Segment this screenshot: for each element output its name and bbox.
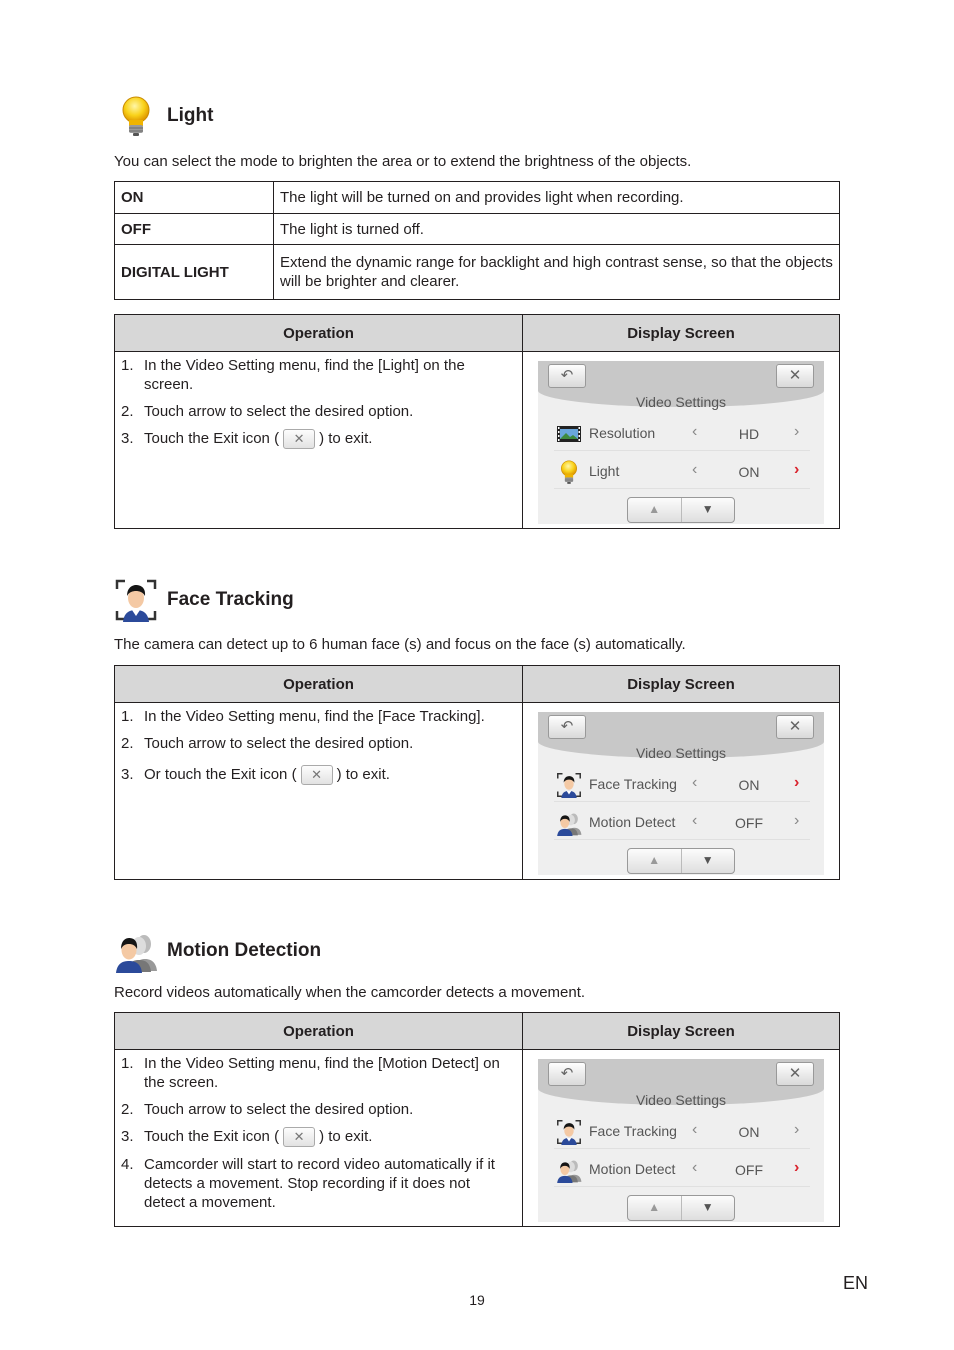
left-arrow-icon[interactable]: ‹ [692,774,698,791]
page-nav [627,497,735,523]
motion-detect-icon [556,810,582,836]
right-arrow-icon[interactable]: › [794,423,800,440]
right-arrow-icon[interactable]: › [794,774,800,791]
left-arrow-icon[interactable]: ‹ [692,423,698,440]
up-arrow-icon[interactable]: ▲ [648,1200,661,1214]
step-item: 3. Touch the Exit icon ( ✕ ) to exit. [121,1127,508,1147]
down-arrow-icon[interactable]: ▼ [681,1196,735,1220]
left-arrow-icon[interactable]: ‹ [692,812,698,829]
display-screen [538,1059,824,1222]
option-key: OFF [115,214,274,245]
right-arrow-icon[interactable]: › [794,1159,800,1176]
setting-row-face-tracking[interactable]: Face Tracking ‹ ON › [554,1113,810,1149]
step-item: 2. Touch arrow to select the desired option. [121,735,414,752]
face-tracking-icon [556,1119,582,1145]
section-intro: Record videos automatically when the camcorder detects a movement. [114,984,586,1001]
right-arrow-icon[interactable]: › [794,461,800,478]
exit-icon: ✕ [301,765,333,785]
section-title: Motion Detection [167,940,322,961]
left-arrow-icon[interactable]: ‹ [692,461,698,478]
left-arrow-icon[interactable]: ‹ [692,1159,698,1176]
motion-detect-icon [556,1157,582,1183]
right-arrow-icon[interactable]: › [794,1121,800,1138]
face-tracking-icon [556,772,582,798]
setting-row-motion-detect[interactable]: Motion Detect ‹ OFF › [554,1151,810,1187]
section-title: Light [167,105,214,126]
page-nav [627,1195,735,1221]
page-nav [627,848,735,874]
operation-header: Operation [115,315,523,352]
screen-title: Video Settings [635,1092,727,1108]
section-intro: You can select the mode to brighten the area or to extend the brightness of the objects. [114,153,692,170]
close-button[interactable]: ✕ [776,1062,814,1086]
display-screen [538,361,824,524]
operation-header: Operation [115,666,523,703]
motion-section-heading [114,929,321,973]
operation-steps [115,352,522,449]
back-button[interactable]: ↶ [548,364,586,388]
setting-row-light[interactable]: Light ‹ ON › [554,453,810,489]
face-operation-table [114,665,840,880]
light-section-heading [114,94,213,138]
step-item: 1. In the Video Setting menu, find the [Light] on the screen. [121,357,465,393]
language-label: EN [842,1273,868,1293]
step-item: 1. In the Video Setting menu, find the [Motion Detect] on the screen. [121,1055,500,1091]
motion-detect-icon [114,929,158,973]
display-screen-header: Display Screen [523,666,840,703]
section-title: Face Tracking [167,589,294,610]
operation-header: Operation [115,1013,523,1050]
close-button[interactable]: ✕ [776,715,814,739]
display-screen [538,712,824,875]
face-section-heading [114,578,294,622]
light-options-table [114,181,840,300]
option-desc: The light will be turned on and provides light when recording. [274,182,840,214]
section-intro: The camera can detect up to 6 human face (s) and focus on the face (s) automatically. [114,636,686,653]
display-screen-header: Display Screen [523,1013,840,1050]
motion-operation-table [114,1012,840,1227]
option-key: DIGITAL LIGHT [115,245,274,300]
step-item: 2. Touch arrow to select the desired option. [121,1101,414,1118]
left-arrow-icon[interactable]: ‹ [692,1121,698,1138]
back-button[interactable]: ↶ [548,715,586,739]
option-desc: The light is turned off. [274,214,840,245]
setting-row-resolution[interactable]: Resolution ‹ HD › [554,415,810,451]
down-arrow-icon[interactable]: ▼ [681,849,735,873]
close-button[interactable]: ✕ [776,364,814,388]
display-screen-header: Display Screen [523,315,840,352]
setting-row-face-tracking[interactable]: Face Tracking ‹ ON › [554,766,810,802]
right-arrow-icon[interactable]: › [794,812,800,829]
up-arrow-icon[interactable]: ▲ [648,502,661,516]
step-item: 2. Touch arrow to select the desired option. [121,403,414,420]
setting-row-motion-detect[interactable]: Motion Detect ‹ OFF › [554,804,810,840]
exit-icon: ✕ [283,1127,315,1147]
screen-title: Video Settings [635,394,727,410]
operation-steps [115,703,522,785]
lightbulb-icon [556,459,582,485]
step-item: 3. Or touch the Exit icon ( ✕ ) to exit. [121,765,508,785]
page-number: 19 [469,1292,485,1308]
back-button[interactable]: ↶ [548,1062,586,1086]
light-operation-table [114,314,840,529]
exit-icon: ✕ [283,429,315,449]
film-icon [556,421,582,447]
down-arrow-icon[interactable]: ▼ [681,498,735,522]
step-item: 1. In the Video Setting menu, find the [Face Tracking]. [121,708,485,725]
option-key: ON [115,182,274,214]
screen-title: Video Settings [635,745,727,761]
up-arrow-icon[interactable]: ▲ [648,853,661,867]
option-desc: Extend the dynamic range for backlight and high contrast sense, so that the objects will be brighter and clearer. [274,245,840,300]
face-tracking-icon [114,578,158,622]
lightbulb-icon [114,94,158,138]
step-item: 3. Touch the Exit icon ( ✕ ) to exit. [121,429,508,449]
operation-steps [115,1050,522,1212]
step-item: 4. Camcorder will start to record video automatically if it detects a movement. Stop recording if it does not detect a movement. [121,1156,495,1212]
